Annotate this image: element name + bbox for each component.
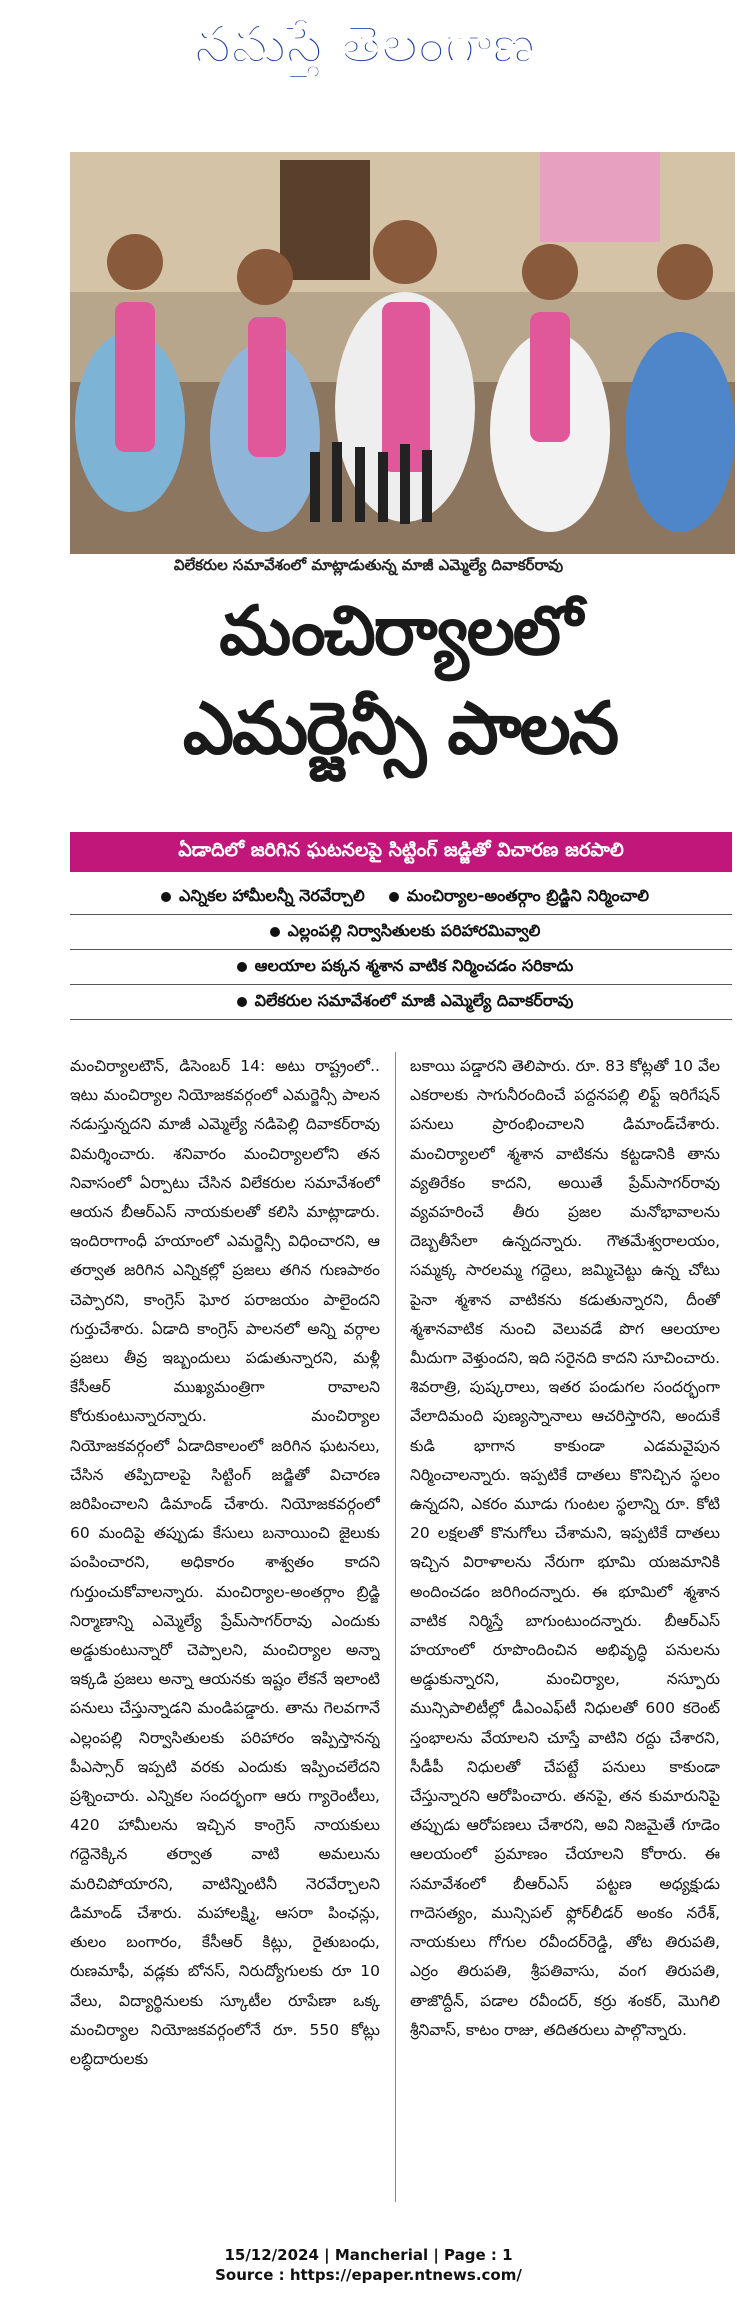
footer-source: Source : https://epaper.ntnews.com/ — [215, 2266, 522, 2284]
headline-line-1: మంచిర్యాలలో — [219, 592, 581, 671]
key-point-text: ఎన్నికల హామీలన్నీ నెరవేర్చాలి — [179, 885, 365, 905]
key-points — [70, 880, 732, 1020]
key-point — [373, 886, 657, 909]
key-point — [254, 921, 549, 944]
key-point-row — [70, 985, 732, 1020]
key-point-text: మంచిర్యాల-అంతర్గాం బ్రిడ్జిని నిర్మించాలి — [406, 885, 649, 905]
masthead-logo — [150, 4, 580, 84]
key-point-row — [70, 880, 732, 915]
article-paragraph: మంచిర్యాలటౌన్, డిసెంబర్ 14: అటు రాష్ట్రంలో.. ఇటు మంచిర్యాల నియోజకవర్గంలో ఎమర్జెన్సీ పాలన నడుస్తున్నదని మాజీ ఎమ్మెల్యే నడిపెల్లి దివాకర్‌రావు విమర్శించారు. శనివారం మంచిర్యాలలోని తన నివాసంలో ఏర్పాటు చేసిన విలేకరుల సమావేశంలో ఆయన బీఆర్‌ఎస్ నాయకులతో కలిసి మాట్లాడారు. ఇందిరాగాంధీ హయాంలో ఎమర్జెన్సీ విధించారని, ఆ తర్వాత జరిగిన ఎన్నికల్లో ప్రజలు తగిన గుణపాఠం చెప్పారని, కాంగ్రెస్ ఘోర పరాజయం పాలైందని గుర్తుచేశారు. ఏడాది కాంగ్రెస్ పాలనలో అన్ని వర్గాల ప్రజలు తీవ్ర ఇబ్బందులు పడుతున్నారని, మళ్లీ కేసీఆర్ ముఖ్యమంత్రిగా రావాలని కోరుకుంటున్నారన్నారు. మంచిర్యాల నియోజకవర్గంలో ఏడాదికాలంలో జరిగిన ఘటనలు, చేసిన తప్పిదాలపై సిట్టింగ్ జడ్జితో విచారణ జరిపించాలని డిమాండ్ చేశారు. నియోజకవర్గంలో 60 మందిపై తప్పుడు కేసులు బనాయించి జైలుకు పంపించారని, అధికారం శాశ్వతం కాదని గుర్తుంచుకోవాలన్నారు. మంచిర్యాల-అంతర్గాం బ్రిడ్జి నిర్మాణాన్ని ఎమ్మెల్యే ప్రేమ్‌సాగర్‌రావు ఎందుకు అడ్డుకుంటున్నారో చెప్పాలని, మంచిర్యాల అన్నా ఇక్కడి ప్రజలు అన్నా ఆయనకు ఇష్టం లేకనే ఇలాంటి పనులు చేస్తున్నాడని మండిపడ్డారు. తాను గెలవగానే ఎల్లంపల్లి నిర్వాసితులకు పరిహారం ఇప్పిస్తానన్న పీఎస్సార్ ఇప్పటి వరకు ఎందుకు ఇప్పించలేదని ప్రశ్నించారు. ఎన్నికల సందర్భంగా ఆరు గ్యారెంటీలు, 420 హామీలను ఇచ్చిన కాంగ్రెస్ నాయకులు గద్దెనెక్కిన తర్వాత వాటి అమలును మరిచిపోయారని, వాటిన్నింటినీ నెరవేర్చాలని డిమాండ్ చేశారు. మహాలక్ష్మి, ఆసరా పింఛన్లు, తులం బంగారం, కేసీఆర్ కిట్లు, రైతుబంధు, రుణమాఫీ, వడ్లకు బోనస్, నిరుద్యోగులకు రూ 10 వేలు, విద్యార్థినులకు స్కూటీల రూపేణా ఒక్క మంచిర్యాల నియోజకవర్గంలోనే రూ. 550 కోట్లు లబ్ధిదారులకు — [70, 1057, 380, 2068]
key-point-text: ఎల్లంపల్లి నిర్వాసితులకు పరిహారమివ్వాలి — [287, 920, 541, 940]
press-meet-photo — [70, 152, 735, 554]
article-column-right — [410, 1052, 720, 2202]
article-paragraph: బకాయి పడ్డారని తెలిపారు. రూ. 83 కోట్లతో 10 వేల ఎకరాలకు సాగునీరందించే పద్దనపల్లి లిఫ్ట్ ఇరిగేషన్ పనులు ప్రారంభించాలని డిమాండ్‌చేశారు. మంచిర్యాలలో శ్మశాన వాటికను కట్టడానికి తాను వ్యతిరేకం కాదని, అయితే ప్రేమ్‌సాగర్‌రావు వ్యవహరించే తీరు ప్రజల మనోభావాలను దెబ్బతీసేలా ఉన్నదన్నారు. గౌతమేశ్వరాలయం, సమ్మక్క సారలమ్మ గద్దెలు, జమ్మిచెట్టు ఉన్న చోటు పైనా శ్మశాన వాటికను కడుతున్నారని, దీంతో శ్మశానవాటిక నుంచి వెలువడే పొగ ఆలయాల మీదుగా వెళ్తుందని, ఇది సరైనది కాదని సూచించారు. శివరాత్రి, పుష్కరాలు, ఇతర పండుగల సందర్భంగా వేలాదిమంది పుణ్యస్నానాలు ఆచరిస్తారని, అందుకే కుడి భాగాన కాకుండా ఎడమవైపున నిర్మించాలన్నారు. ఇప్పటికే దాతలు కొనిచ్చిన స్థలం ఉన్నదని, ఎకరం మూడు గుంటల స్థలాన్ని రూ. కోటి 20 లక్షలతో కొనుగోలు చేశామని, ఇప్పటికే దాతలు ఇచ్చిన విరాళాలను నేరుగా భూమి యజమానికి అందించడం జరిగిందన్నారు. ఈ భూమిలో శ్మశాన వాటిక నిర్మిస్తే బాగుంటుందన్నారు. బీఆర్‌ఎస్ హయాంలో రూపొందించిన అభివృద్ధి పనులను అడ్డుకున్నారని, మంచిర్యాల, నస్పూరు మున్సిపాలిటీల్లో డీఎంఎఫ్‌టీ నిధులతో 600 కరెంట్ స్తంభాలను వేయాలని చూస్తే వాటిని రద్దు చేశారని, సీడీపీ నిధులతో చేపట్టే పనులు కాకుండా చేస్తున్నారని ఆరోపించారు. తనపై, తన కుమారునిపై తప్పుడు ఆరోపణలు చేశారని, అవి నిజమైతే గూడెం ఆలయంలో ప్రమాణం చేయాలని కోరారు. ఈ సమావేశంలో బీఆర్‌ఎస్ పట్టణ అధ్యక్షుడు గాదెసత్యం, మున్సిపల్ ఫ్లోర్‌లీడర్ అంకం నరేశ్, నాయకులు గోగుల రవీందర్‌రెడ్డి, తోట తిరుపతి, ఎర్రం తిరుపతి, శ్రీపతివాసు, వంగ తిరుపతి, తాజొద్దీన్, పడాల రవీందర్, కర్రు శంకర్, మొగిలి శ్రీనివాస్, కాటం రాజు, తదితరులు పాల్గొన్నారు. — [410, 1057, 720, 2039]
key-point — [145, 886, 373, 909]
bullet-icon — [237, 997, 247, 1007]
headline-line-2: ఎమర్జెన్సీ పాలన — [182, 686, 618, 770]
bullet-icon — [389, 892, 399, 902]
column-divider — [395, 1052, 396, 2202]
bullet-icon — [270, 927, 280, 937]
masthead-logo-art — [150, 4, 580, 84]
article-body — [70, 1052, 734, 2202]
page-footer — [0, 2245, 737, 2285]
key-point-text: విలేకరుల సమావేశంలో మాజీ ఎమ్మెల్యే దివాకర్‌రావు — [254, 990, 574, 1010]
photo-illustration — [70, 152, 735, 554]
footer-date-edition: 15/12/2024 | Mancherial | Page : 1 — [224, 2246, 513, 2264]
key-point-row — [70, 915, 732, 950]
masthead-title: నమస్తే తెలంగాణ — [194, 15, 536, 75]
bullet-icon — [161, 892, 171, 902]
key-point — [221, 956, 582, 979]
key-point-text: ఆలయాల పక్కన శ్మశాన వాటిక నిర్మించడం సరికాదు — [254, 955, 574, 975]
subheadline-text: ఏడాదిలో జరిగిన ఘటనలపై సిట్టింగ్ జడ్జితో విచారణ జరపాలి — [178, 838, 624, 861]
subheadline-banner — [70, 832, 732, 872]
article-column-left — [70, 1052, 380, 2202]
key-point — [221, 991, 582, 1014]
key-point-row — [70, 950, 732, 985]
bullet-icon — [237, 962, 247, 972]
photo-caption: విలేకరుల సమావేశంలో మాట్లాడుతున్న మాజీ ఎమ్మెల్యే దివాకర్‌రావు — [173, 556, 564, 574]
